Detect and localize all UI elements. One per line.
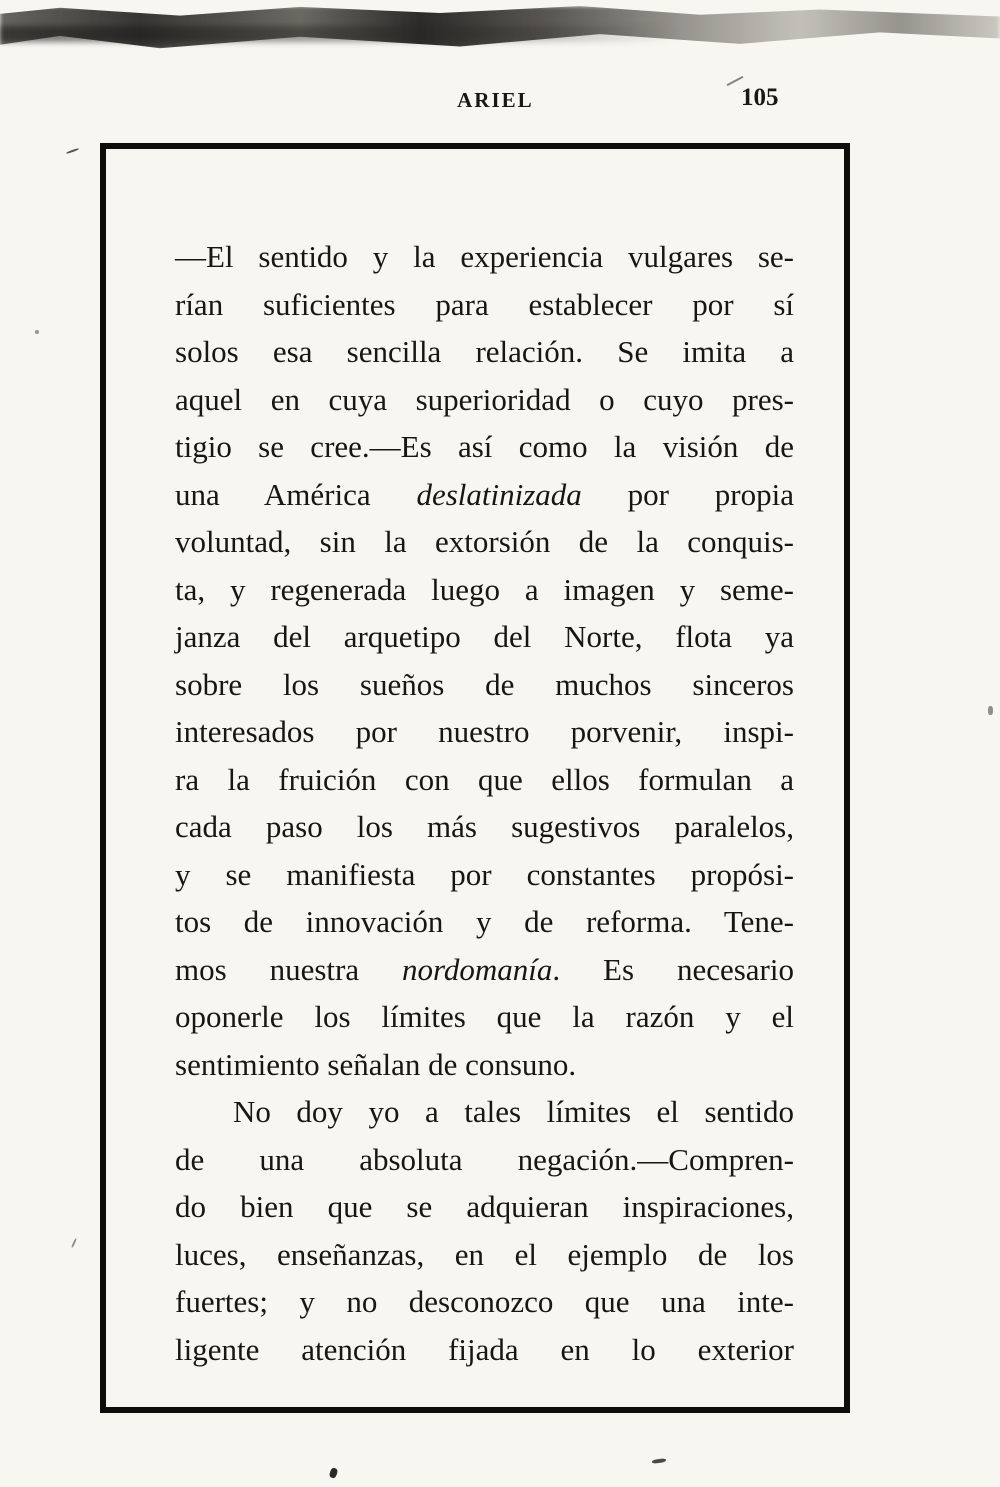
text-segment: y se manifiesta por constantes propósi- (175, 856, 794, 892)
italic-term: nordomanía (401, 951, 553, 987)
text-segment: de una absoluta negación.—Compren- (175, 1141, 794, 1177)
text-line (175, 993, 794, 1041)
scan-smudge-streak (0, 26, 680, 42)
text-line (175, 328, 794, 376)
text-line (175, 281, 794, 329)
text-segment: . Es necesario (552, 951, 794, 987)
scan-speck (652, 1458, 666, 1464)
text-line (175, 233, 794, 281)
text-segment: fuertes; y no desconozco que una inte- (175, 1284, 794, 1319)
text-line (175, 1278, 794, 1326)
text-segment: interesados por nuestro porvenir, inspi- (175, 714, 794, 749)
running-head-title: ARIEL (457, 88, 534, 112)
text-segment: do bien que se adquieran inspiraciones, (175, 1189, 794, 1224)
text-line (175, 1326, 794, 1374)
text-segment: cada paso los más sugestivos paralelos, (175, 809, 794, 844)
text-segment: voluntad, sin la extorsión de la conquis- (175, 524, 794, 559)
text-segment: ligente atención fijada en lo exterior (175, 1331, 794, 1367)
text-line (175, 946, 794, 994)
scan-speck (66, 148, 79, 154)
text-segment: luces, enseñanzas, en el ejemplo de los (175, 1236, 794, 1272)
text-line (175, 1183, 794, 1231)
text-segment: tos de innovación y de reforma. Tene- (175, 904, 794, 939)
text-line (175, 803, 794, 851)
text-block (106, 149, 844, 1407)
scan-speck (988, 706, 993, 715)
scan-speck (329, 1467, 339, 1479)
text-segment: mos nuestra (175, 951, 402, 987)
text-segment: No doy yo a tales límites el sentido (233, 1094, 794, 1129)
text-segment: una América (175, 476, 417, 512)
text-line (175, 708, 794, 756)
text-segment: —El sentido y la experiencia vulgares se- (175, 239, 794, 274)
text-line (175, 1088, 794, 1136)
text-segment: oponerle los límites que la razón y el (175, 999, 794, 1034)
text-line (175, 518, 794, 566)
text-line (175, 423, 794, 471)
text-line (175, 566, 794, 614)
text-segment: rían suficientes para establecer por sí (175, 286, 794, 322)
text-line (175, 756, 794, 804)
text-segment: por propia (581, 476, 794, 512)
text-line (175, 661, 794, 709)
text-line (175, 898, 794, 946)
text-segment: tigio se cree.—Es así como la visión de (175, 429, 794, 464)
text-segment: solos esa sencilla relación. Se imita a (175, 334, 794, 369)
text-line (175, 471, 794, 519)
scan-speck (35, 330, 39, 334)
page-number: 105 (741, 84, 779, 111)
text-line (175, 376, 794, 424)
text-segment: sobre los sueños de muchos sinceros (175, 666, 794, 702)
text-line (175, 851, 794, 899)
text-line (175, 613, 794, 661)
text-line (175, 1136, 794, 1184)
text-line (175, 1041, 794, 1089)
text-line (175, 1231, 794, 1279)
text-segment: ra la fruición con que ellos formulan a (175, 761, 794, 797)
page-border-frame (100, 143, 850, 1413)
text-segment: janza del arquetipo del Norte, flota ya (175, 619, 794, 654)
text-segment: aquel en cuya superioridad o cuyo pres- (175, 381, 794, 417)
scan-speck (71, 1238, 77, 1248)
italic-term: deslatinizada (416, 476, 582, 512)
text-segment: ta, y regenerada luego a imagen y seme- (175, 571, 794, 607)
text-segment: sentimiento señalan de consuno. (175, 1046, 577, 1082)
